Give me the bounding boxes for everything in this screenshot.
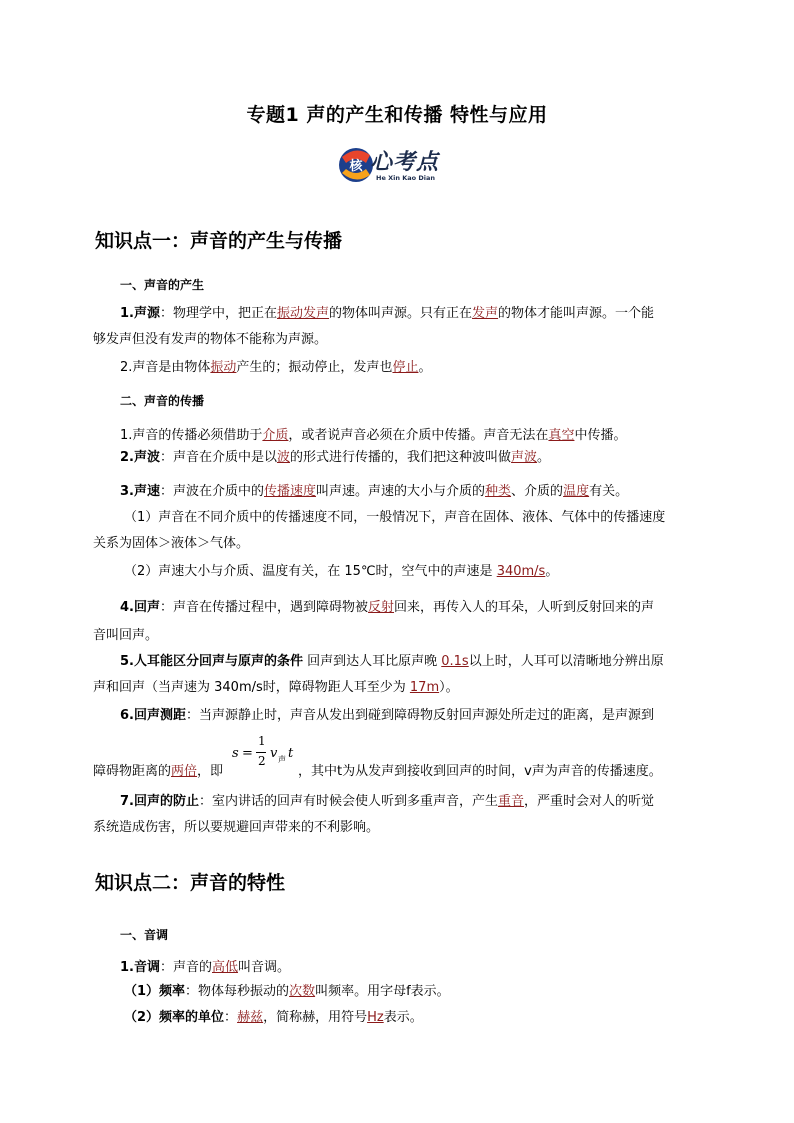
brand-logo (336, 143, 456, 189)
paragraph-formula-explanation: ，其中t为从发声到接收到回声的时间，v声为声音的传播速度。 (298, 764, 662, 779)
paragraph-frequency-unit: （2）频率的单位：赫兹，简称赫，用符号Hz表示。 (124, 1010, 423, 1025)
paragraph-echo-prevention-cont: 系统造成伤害，所以要规避回声带来的不利影响。 (93, 820, 380, 835)
paragraph-sound-wave: 2.声波：声音在介质中是以波的形式进行传播的，我们把这种波叫做声波。 (120, 450, 551, 465)
paragraph-frequency: （1）频率：物体每秒振动的次数叫频率。用字母f表示。 (124, 984, 450, 999)
paragraph-echo-condition: 5.人耳能区分回声与原声的条件 回声到达人耳比原声晚 0.1s以上时，人耳可以清晰地分辨出原 (120, 654, 664, 669)
paragraph-echo-cont: 音叫回声。 (93, 628, 159, 643)
paragraph-sound-source: 1.声源：物理学中，把正在振动发声的物体叫声源。只有正在发声的物体才能叫声源。一个能 (120, 306, 655, 321)
paragraph-medium: 1.声音的传播必须借助于介质，或者说声音必须在介质中传播。声音无法在真空中传播。 (120, 428, 627, 443)
paragraph-sound-speed: 3.声速：声波在介质中的传播速度叫声速。声速的大小与介质的种类、介质的温度有关。 (120, 484, 629, 499)
section-heading-2: 知识点二：声音的特性 (95, 872, 286, 894)
paragraph-echo: 4.回声：声音在传播过程中，遇到障碍物被反射回来，再传入人的耳朵，人听到反射回来的声 (120, 600, 655, 615)
page-title: 专题1 声的产生和传播 特性与应用 (246, 104, 548, 126)
paragraph-pitch: 1.音调：声音的高低叫音调。 (120, 960, 291, 975)
paragraph-sound-source-cont: 够发声但没有发声的物体不能称为声源。 (93, 332, 328, 347)
svg-text:核: 核 (349, 159, 363, 174)
paragraph-echo-condition-cont: 声和回声（当声速为 340m/s时，障碍物距人耳至少为 17m）。 (93, 680, 459, 695)
section-heading-1: 知识点一：声音的产生与传播 (95, 230, 343, 252)
logo-subtitle: He Xin Kao Dian (376, 174, 436, 182)
paragraph-speed-media-cont: 关系为固体＞液体＞气体。 (93, 536, 250, 551)
echo-distance-formula: s = 1 2 v 声 t (232, 734, 294, 768)
paragraph-vibration: 2.声音是由物体振动产生的；振动停止，发声也停止。 (120, 360, 432, 375)
logo-text: 心考点 (370, 149, 440, 175)
paragraph-speed-air: （2）声速大小与介质、温度有关，在 15℃时，空气中的声速是 340m/s。 (124, 564, 559, 579)
subheading-sound-production: 一、声音的产生 (120, 278, 205, 292)
paragraph-echo-prevention: 7.回声的防止：室内讲话的回声有时候会使人听到多重声音，产生重音，严重时会对人的听觉 (120, 794, 655, 809)
paragraph-speed-media: （1）声音在不同介质中的传播速度不同，一般情况下，声音在固体、液体、气体中的传播速度 (124, 510, 666, 525)
subheading-sound-propagation: 二、声音的传播 (120, 394, 205, 408)
paragraph-echo-ranging: 6.回声测距：当声源静止时，声音从发出到碰到障碍物反射回声源处所走过的距离，是声源到 (120, 708, 654, 723)
subheading-pitch: 一、音调 (120, 928, 169, 942)
paragraph-echo-ranging-cont: 障碍物距离的两倍，即 (93, 764, 224, 779)
